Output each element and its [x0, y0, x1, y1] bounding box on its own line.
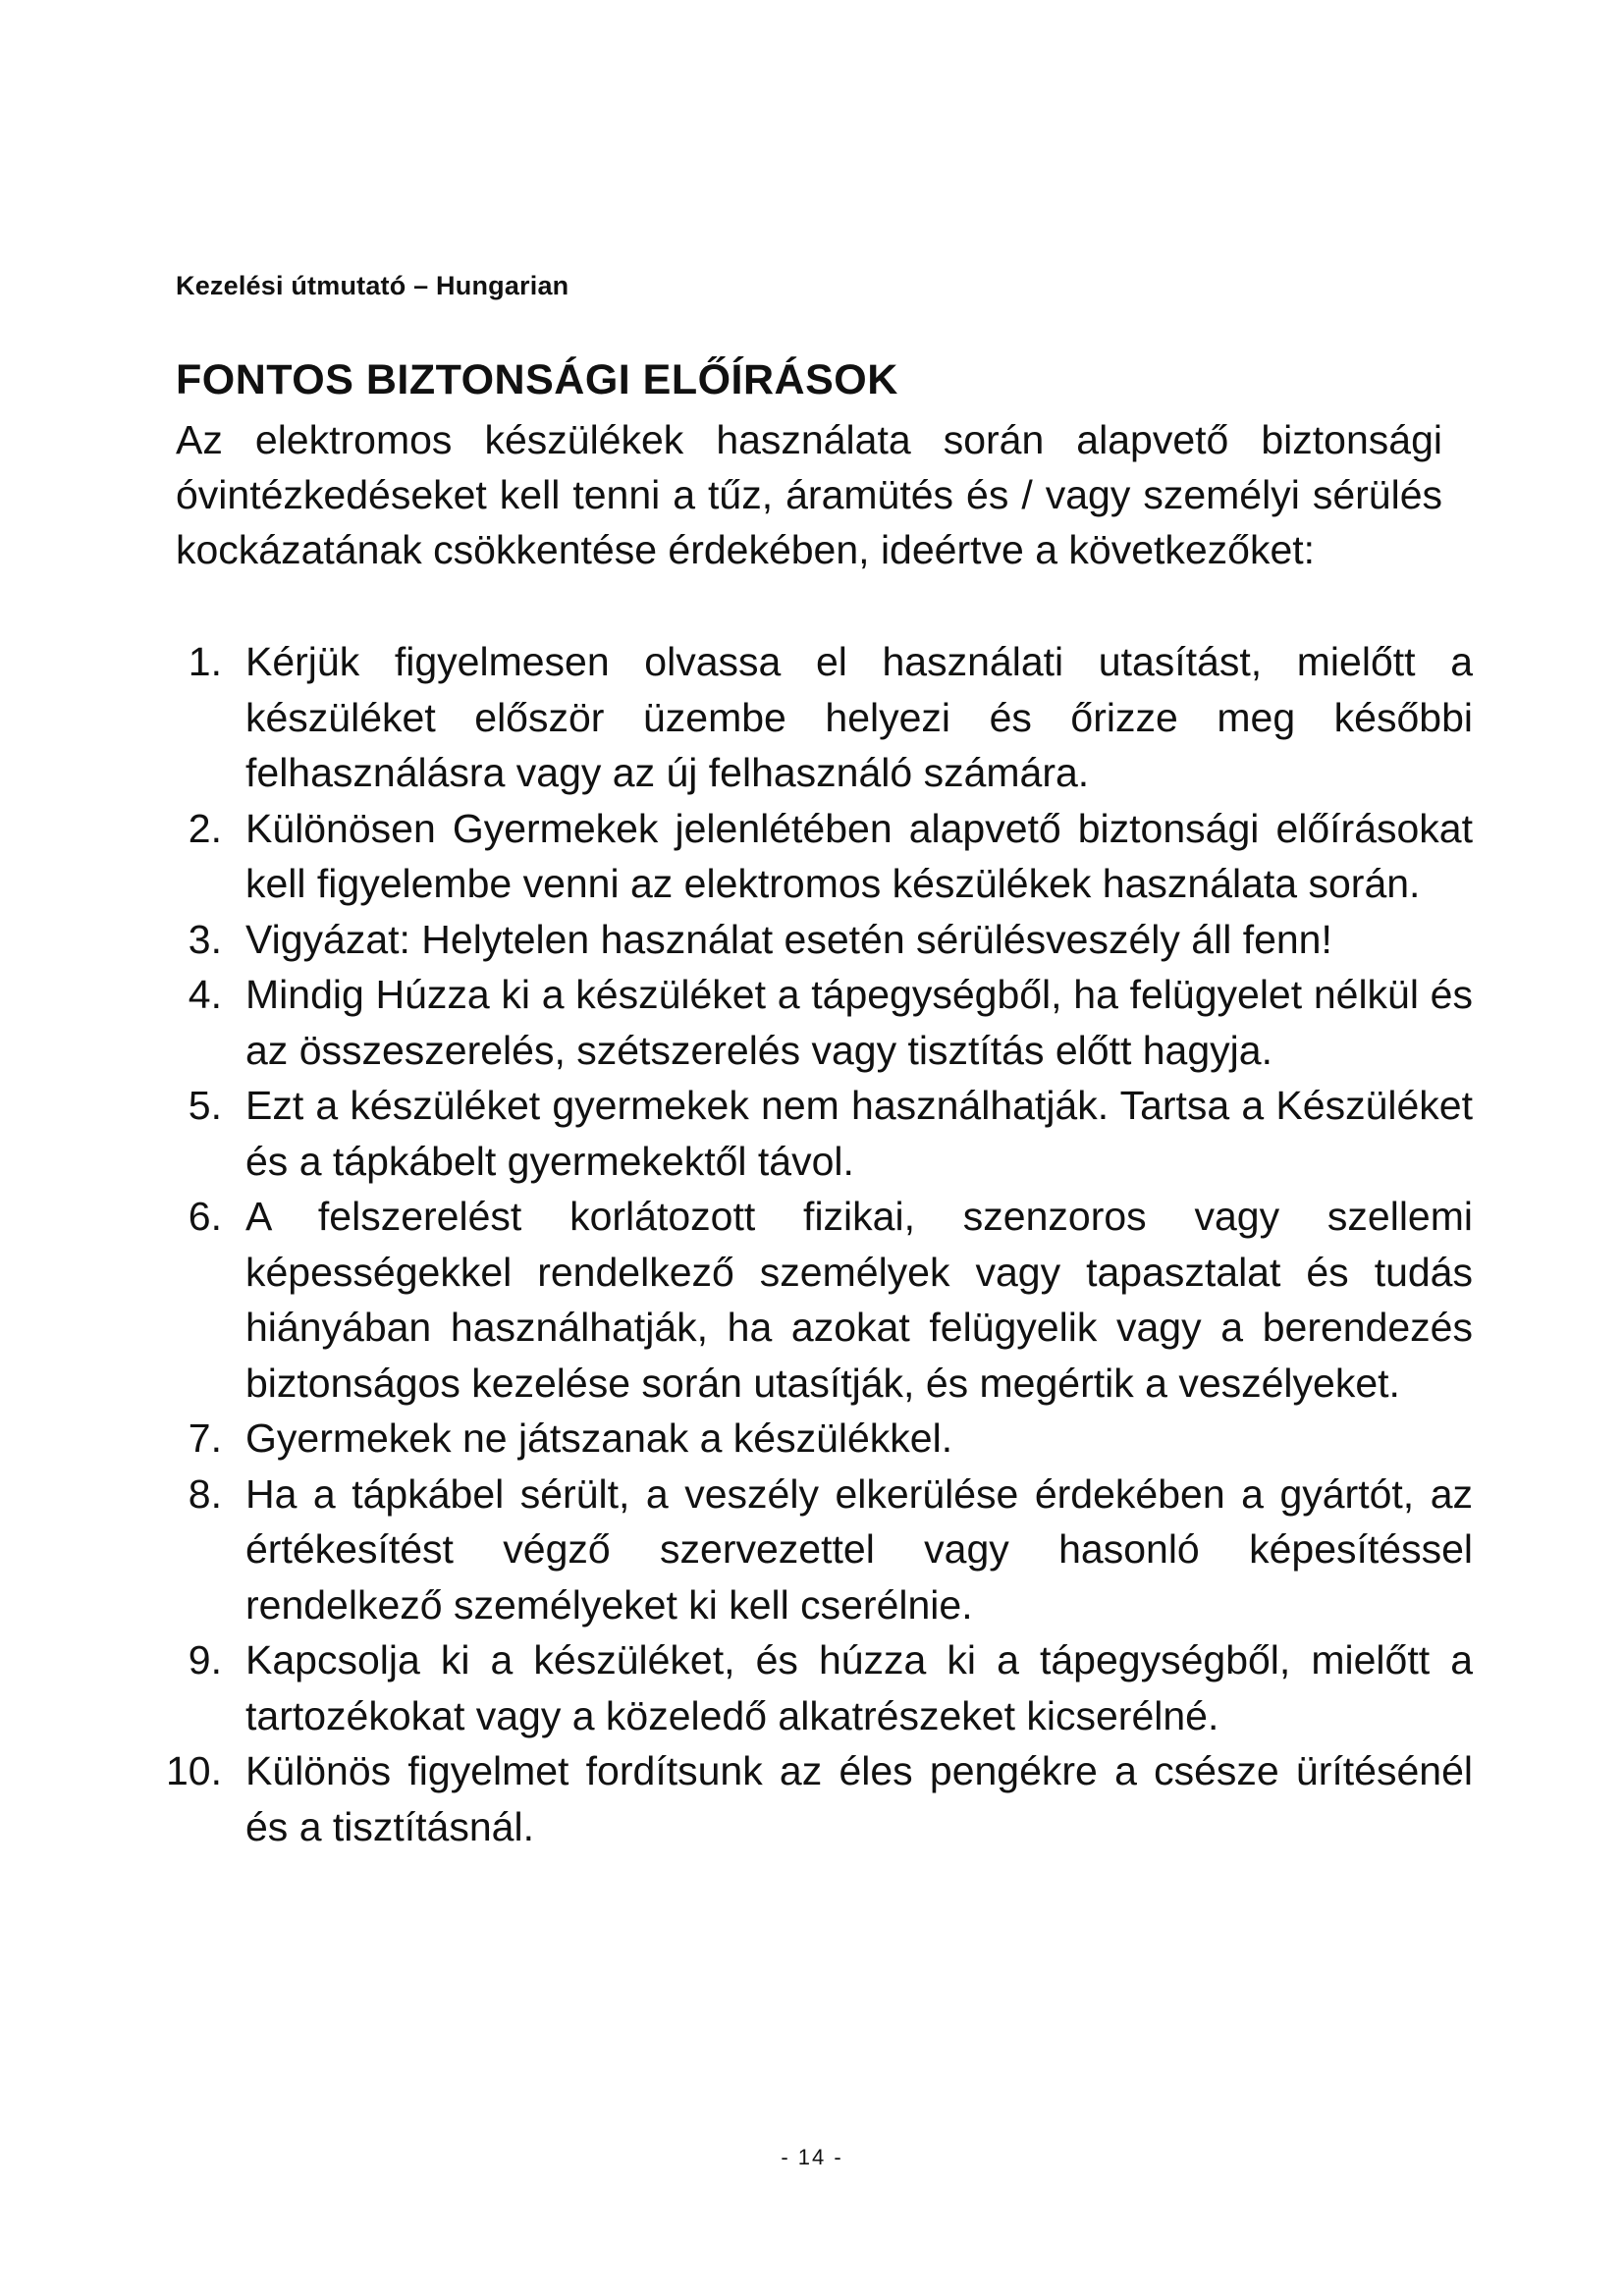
list-item-number: 1.	[188, 639, 222, 684]
list-item-text: Ha a tápkábel sérült, a veszély elkerülése érdekében a gyártót, az értékesítést végző szervezettel vagy hasonló képesítéssel rendelkező személyeket ki kell cserélnie.	[245, 1470, 1473, 1628]
list-item	[108, 1632, 1473, 1743]
list-item-text: A felszerelést korlátozott fizikai, szenzoros vagy szellemi képességekkel rendelkező személyek vagy tapasztalat és tudás hiányában használhatják, ha azokat felügyelik vagy a berendezés biztonságos kezelése során utasítják, és megértik a veszélyeket.	[245, 1194, 1473, 1406]
list-item-number: 2.	[188, 805, 222, 851]
list-item-text: Ezt a készüléket gyermekek nem használhatják. Tartsa a Készüléket és a tápkábelt gyermekektől távol.	[245, 1083, 1473, 1184]
list-item	[108, 1743, 1473, 1854]
list-item-text: Vigyázat: Helytelen használat esetén sérülésveszély áll fenn!	[245, 916, 1332, 962]
list-item-text: Gyermekek ne játszanak a készülékkel.	[245, 1415, 953, 1461]
list-item-number: 6.	[188, 1194, 222, 1239]
list-item-text: Kapcsolja ki a készüléket, és húzza ki a tápegységből, mielőtt a tartozékokat vagy a közeledő alkatrészeket kicserélné.	[245, 1637, 1473, 1738]
list-item-text: Különösen Gyermekek jelenlétében alapvető biztonsági előírásokat kell figyelembe venni az elektromos készülékek használata során.	[245, 805, 1473, 906]
list-item-number: 9.	[188, 1637, 222, 1682]
document-header: Kezelési útmutató – Hungarian	[176, 271, 569, 300]
list-item-number: 8.	[188, 1470, 222, 1517]
list-item	[108, 1411, 1473, 1467]
list-item-number: 7.	[188, 1415, 222, 1461]
list-item-number: 10.	[166, 1748, 222, 1793]
list-item	[108, 801, 1473, 912]
intro-paragraph: Az elektromos készülékek használata során alapvető biztonsági óvintézkedéseket kell tenni a tűz, áramütés és / vagy személyi sérülés kockázatának csökkentése érdekében, ideértve a következőket:	[176, 417, 1442, 572]
list-item-number: 3.	[188, 916, 222, 962]
list-item	[108, 967, 1473, 1078]
section-title: FONTOS BIZTONSÁGI ELŐÍRÁSOK	[176, 356, 898, 403]
list-item	[108, 634, 1473, 801]
list-item-text: Különös figyelmet fordítsunk az éles pengékre a csésze ürítésénél és a tisztításnál.	[245, 1748, 1473, 1849]
list-item	[108, 1189, 1473, 1411]
list-item-text: Kérjük figyelmesen olvassa el használati utasítást, mielőtt a készüléket először üzembe helyezi és őrizze meg későbbi felhasználásra vagy az új felhasználó számára.	[245, 639, 1473, 795]
list-item	[108, 1078, 1473, 1189]
list-item	[108, 1467, 1473, 1633]
list-item-text: Mindig Húzza ki a készüléket a tápegységből, ha felügyelet nélkül és az összeszerelés, szétszerelés vagy tisztítás előtt hagyja.	[245, 972, 1473, 1073]
safety-instructions-list	[108, 634, 1473, 1854]
list-item-number: 5.	[188, 1083, 222, 1128]
list-item-number: 4.	[188, 972, 222, 1017]
list-item	[108, 912, 1473, 968]
page-number: - 14 -	[781, 2145, 843, 2169]
